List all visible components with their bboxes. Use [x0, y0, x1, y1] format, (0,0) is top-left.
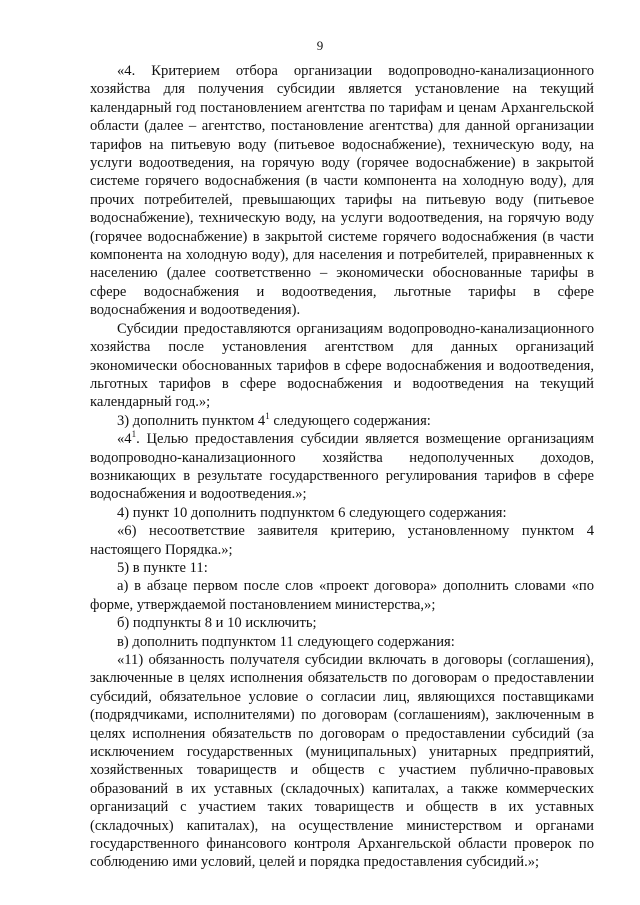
paragraph-item-5: 5) в пункте 11:: [117, 559, 208, 576]
paragraph-subitem-11: «11) обязанность получателя субсидии включать в договоры (соглашения), заключенные в целях исполнения обязательств по договорам о предоставлении субсидий, обязательное условие о согласии лиц, являющихся поставщиками (подрядчиками, исполнителями) по договорам (соглашениям), заключенным в целях исполнения обязательств по договорам о предоставлении субсидий (за исключением государственных (муниципальных) унитарных предприятий, хозяйственных товариществ и обществ с участием публично-правовых образований в их уставных (складочных) капиталах, а также коммерческих организаций с участием таких товариществ и обществ в их уставных (складочных) капиталах), на осуществление министерством и органами государственного финансового контроля Архангельской области проверок по соблюдению ими условий, целей и порядка предоставления субсидий.»;: [90, 652, 594, 871]
superscript-1: 1: [131, 429, 137, 440]
paragraph-sub-v: в) дополнить подпунктом 11 следующего содержания:: [117, 633, 455, 650]
page-number: 9: [316, 38, 324, 53]
purpose-text-end: . Целью предоставления субсидии является возмещение организациям водопроводно-канализационного хозяйства недополученных доходов, возникающих в результате государственного регулирования тарифов в сфере водоснабжения и водоотведения.»;: [90, 431, 594, 503]
document-body: [90, 62, 594, 872]
paragraph-subsidies: Субсидии предоставляются организациям водопроводно-канализационного хозяйства после установления агентством для данных организаций экономически обоснованных тарифов в сфере водоснабжения и водоотведения, льготных тарифов в сфере водоснабжения и водоотведения на текущий календарный год.»;: [90, 320, 594, 411]
superscript-1: 1: [265, 410, 270, 421]
paragraph-subitem-6: «6) несоответствие заявителя критерию, установленному пунктом 4 настоящего Порядка.»;: [90, 523, 594, 558]
paragraph-criterion: «4. Критерием отбора организации водопроводно-канализационного хозяйства для получения субсидии является установление на текущий календарный год постановлением агентства по тарифам и ценам Архангельской области (далее – агентство, постановление агентства) для данной организации тарифов на питьевую воду (питьевое водоснабжение), техническую воду, на услуги водоотведения, на горячую воду (горячее водоснабжение) в закрытой системе горячего водоснабжения (в части компонента на холодную воду), для прочих потребителей, превышающих тарифы на питьевую воду (питьевое водоснабжение), техническую воду, на услуги водоотведения, на горячую воду (горячее водоснабжение) в закрытой системе горячего водоснабжения (в части компонента на холодную воду), для населения и потребителей, приравненных к населению (далее соответственно – экономически обоснованные тарифы в сфере водоснабжения и водоотведения, льготные тарифы в сфере водоснабжения и водоотведения).: [90, 63, 594, 319]
item-3-text-end: следующего содержания:: [269, 412, 431, 429]
paragraph-item-4: 4) пункт 10 дополнить подпунктом 6 следующего содержания:: [117, 504, 507, 521]
paragraph-sub-a: а) в абзаце первом после слов «проект договора» дополнить словами «по форме, утверждаемой постановлением министерства,»;: [90, 578, 594, 613]
purpose-text: «4: [117, 431, 132, 448]
item-3-text: 3) дополнить пунктом 4: [117, 412, 266, 429]
paragraph-item-3: [90, 412, 594, 430]
paragraph-purpose: [90, 430, 594, 504]
paragraph-sub-b: б) подпункты 8 и 10 исключить;: [117, 615, 317, 632]
